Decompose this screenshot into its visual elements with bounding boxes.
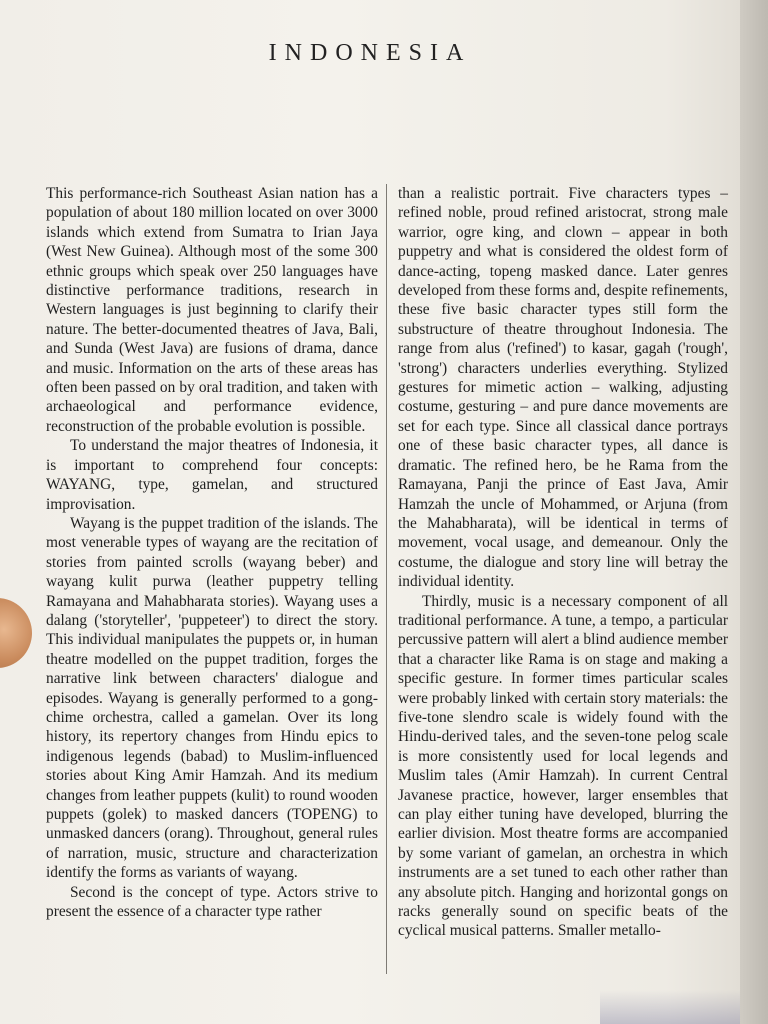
paragraph: This performance-rich Southeast Asian nation has a population of about 180 million located on over 3000 islands which extend from Sumatra to Irian Jaya (West New Guinea). Although most of the some 300 ethnic groups which speak over 250 languages have distinctive performance traditions, research in Western languages is just beginning to clarify their nature. The better-documented theatres of Java, Bali, and Sunda (West Java) are fusions of drama, dance and music. Information on the arts of these areas has often been passed on by oral tradition, and taken with archaeological and performance evidence, reconstruction of the probable evolution is possible.: [46, 185, 378, 435]
left-column: [46, 184, 378, 921]
column-divider: [386, 184, 387, 974]
paragraph: Thirdly, music is a necessary component of all traditional performance. A tune, a tempo, a particular percussive pattern will alert a blind audience member that a character like Rama is on stage and making a specific gesture. In former times particular scales were probably linked with certain story materials: the five-tone slendro scale is widely found with the Hindu-derived tales, and the seven-tone pelog scale is more consistently used for local legends and Muslim tales (Amir Hamzah). In current Central Javanese practice, however, larger ensembles that can play either tuning have developed, blurring the earlier division. Most theatre forms are accompanied by some variant of gamelan, an orchestra in which instruments are a set tuned to each other rather than any absolute pitch. Hanging and horizontal gongs on racks generally sound on specific beats of the cyclical musical patterns. Smaller metallo-: [398, 592, 728, 940]
right-column: [398, 184, 728, 941]
paragraph: Second is the concept of type. Actors strive to present the essence of a character type rather: [46, 883, 378, 921]
page-title: INDONESIA: [268, 40, 472, 66]
paragraph: To understand the major theatres of Indonesia, it is important to comprehend four concepts: WAYANG, type, gamelan, and structured improvisation.: [46, 437, 378, 513]
page-edge: [740, 0, 768, 1024]
page-shadow: [600, 990, 740, 1024]
paragraph: than a realistic portrait. Five characters types – refined noble, proud refined aristocrat, strong male warrior, ogre king, and clown – appear in both puppetry and what is considered the oldest form of dance-acting, topeng masked dance. Later genres developed from these forms and, despite refinements, these five basic character types still form the substructure of theatre throughout Indonesia. The range from alus ('refined') to kasar, gagah ('rough', 'strong') characters underlies everything. Stylized gestures for mimetic action – walking, adjusting costume, gesturing – and pure dance movements are set for each type. Since all classical dance portrays one of these basic character types, all dance is dramatic. The refined hero, be he Rama from the Ramayana, Panji the prince of East Java, Amir Hamzah the uncle of Mohammed, or Arjuna (from the Mahabharata), will be identical in terms of movement, vocal usage, and demeanour. Only the costume, the dialogue and story line will betray the individual identity.: [398, 185, 728, 591]
finger-photo-artifact: [0, 598, 32, 668]
paragraph: Wayang is the puppet tradition of the islands. The most venerable types of wayang are the recitation of stories from painted scrolls (wayang beber) and wayang kulit purwa (leather puppetry telling Ramayana and Mahabharata stories). Wayang uses a dalang ('storyteller', 'puppeteer') to direct the story. This individual manipulates the puppets or, in human theatre modelled on the puppet tradition, forges the narrative link between characters' dialogue and episodes. Wayang is generally performed to a gong-chime orchestra, called a gamelan. Over its long history, its repertory changes from Hindu epics to indigenous legends (babad) to Muslim-influenced stories about King Amir Hamzah. And its medium changes from leather puppets (kulit) to round wooden puppets (golek) to masked dancers (TOPENG) to unmasked dancers (orang). Throughout, general rules of narration, music, structure and characterization identify the forms as variants of wayang.: [46, 514, 378, 882]
